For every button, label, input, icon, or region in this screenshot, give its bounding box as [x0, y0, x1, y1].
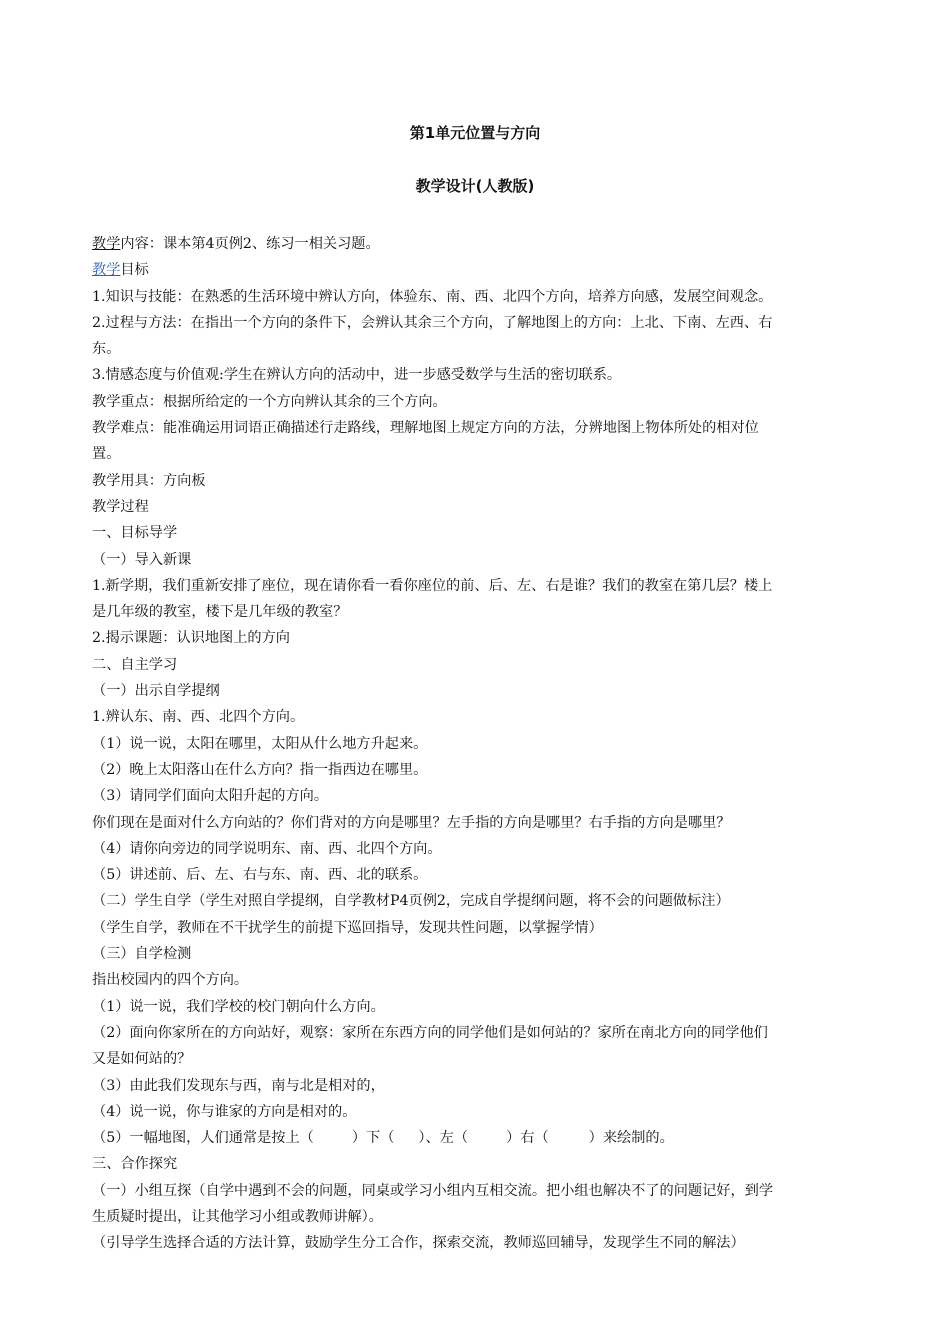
paragraph: 教学难点：能准确运用词语正确描述行走路线，理解地图上规定方向的方法，分辨地图上物体所处的相对位: [92, 420, 759, 437]
paragraph: 置。: [92, 446, 121, 463]
document-subtitle: 教学设计(人教版): [415, 177, 535, 195]
text: ）下（: [351, 1130, 395, 1147]
paragraph: （5）讲述前、后、左、右与东、南、西、北的联系。: [92, 867, 428, 884]
paragraph: 2.过程与方法：在指出一个方向的条件下，会辨认其余三个方向，了解地图上的方向：上北、下南、左西、右: [92, 314, 773, 331]
paragraph: 是几年级的教室，楼下是几年级的教室？: [92, 604, 348, 621]
subsection-heading: （二）学生自学（学生对照自学提纲，自学教材P4页例2，完成自学提纲问题，将不会的问题做标注）: [92, 893, 730, 910]
underlined-term: 教学: [92, 236, 121, 252]
document-body: [92, 231, 860, 1257]
text: ）、左（: [418, 1130, 469, 1147]
subsection-heading: （一）导入新课: [92, 551, 192, 568]
paragraph: （3）由此我们发现东与西，南与北是相对的，: [92, 1077, 385, 1094]
text: （5）一幅地图，人们通常是按上（: [92, 1130, 314, 1147]
paragraph: 3.情感态度与价值观:学生在辨认方向的活动中，进一步感受数学与生活的密切联系。: [92, 367, 622, 384]
paragraph: （4）请你向旁边的同学说明东、南、西、北四个方向。: [92, 840, 442, 857]
paragraph: 1.新学期，我们重新安排了座位，现在请你看一看你座位的前、后、左、右是谁？我们的教室在第几层？楼上: [92, 577, 773, 594]
paragraph: （2）面向你家所在的方向站好，观察：家所在东西方向的同学他们是如何站的？家所在南北方向的同学他们: [92, 1024, 768, 1041]
paragraph: （学生自学，教师在不干扰学生的前提下巡回指导，发现共性问题，以掌握学情）: [92, 919, 603, 936]
document-title: 第1单元位置与方向: [409, 124, 541, 142]
paragraph: 1.知识与技能：在熟悉的生活环境中辨认方向，体验东、南、西、北四个方向，培养方向感，发展空间观念。: [92, 288, 773, 305]
paragraph: 2.揭示课题：认识地图上的方向: [92, 630, 290, 647]
text: ）右（: [506, 1130, 549, 1147]
section-heading: 一、目标导学: [92, 525, 178, 542]
paragraph: 你们现在是面对什么方向站的？你们背对的方向是哪里？左手指的方向是哪里？右手指的方向是哪里？: [92, 814, 731, 831]
paragraph: （3）请同学们面向太阳升起的方向。: [92, 788, 329, 805]
paragraph: 生质疑时提出，让其他学习小组或教师讲解）。: [92, 1208, 383, 1225]
paragraph-objectives: [92, 257, 860, 283]
text: ）来绘制的。: [588, 1130, 674, 1147]
paragraph: 1.辨认东、南、西、北四个方向。: [92, 709, 305, 726]
subsection-heading: （三）自学检测: [92, 946, 192, 963]
paragraph: （引导学生选择合适的方法计算，鼓励学生分工合作，探索交流，教师巡回辅导，发现学生不同的解法）: [92, 1235, 745, 1252]
paragraph: （1）说一说，我们学校的校门朝向什么方向。: [92, 998, 385, 1015]
paragraph: （4）说一说，你与谁家的方向是相对的。: [92, 1103, 357, 1120]
section-heading: 三、合作探究: [92, 1156, 178, 1173]
paragraph: 又是如何站的？: [92, 1051, 192, 1068]
subsection-heading: （一）出示自学提纲: [92, 683, 220, 700]
section-heading: 教学过程: [92, 498, 149, 515]
section-heading: 二、自主学习: [92, 656, 178, 673]
fill-in-question: [92, 1125, 860, 1151]
paragraph: 东。: [92, 341, 121, 358]
text: 目标: [120, 262, 149, 279]
paragraph: （2）晚上太阳落山在什么方向？指一指西边在哪里。: [92, 761, 428, 778]
paragraph: 教学用具：方向板: [92, 472, 206, 489]
paragraph: （1）说一说，太阳在哪里，太阳从什么地方升起来。: [92, 735, 428, 752]
link-term[interactable]: 教学: [92, 262, 121, 279]
text: 内容：课本第4页例2、练习一相关习题。: [120, 236, 380, 252]
paragraph-content: [92, 231, 860, 257]
paragraph: （一）小组互探（自学中遇到不会的问题，同桌或学习小组内互相交流。把小组也解决不了的问题记好，到学: [92, 1182, 774, 1199]
paragraph: 指出校园内的四个方向。: [92, 972, 249, 989]
paragraph: 教学重点：根据所给定的一个方向辨认其余的三个方向。: [92, 393, 447, 410]
